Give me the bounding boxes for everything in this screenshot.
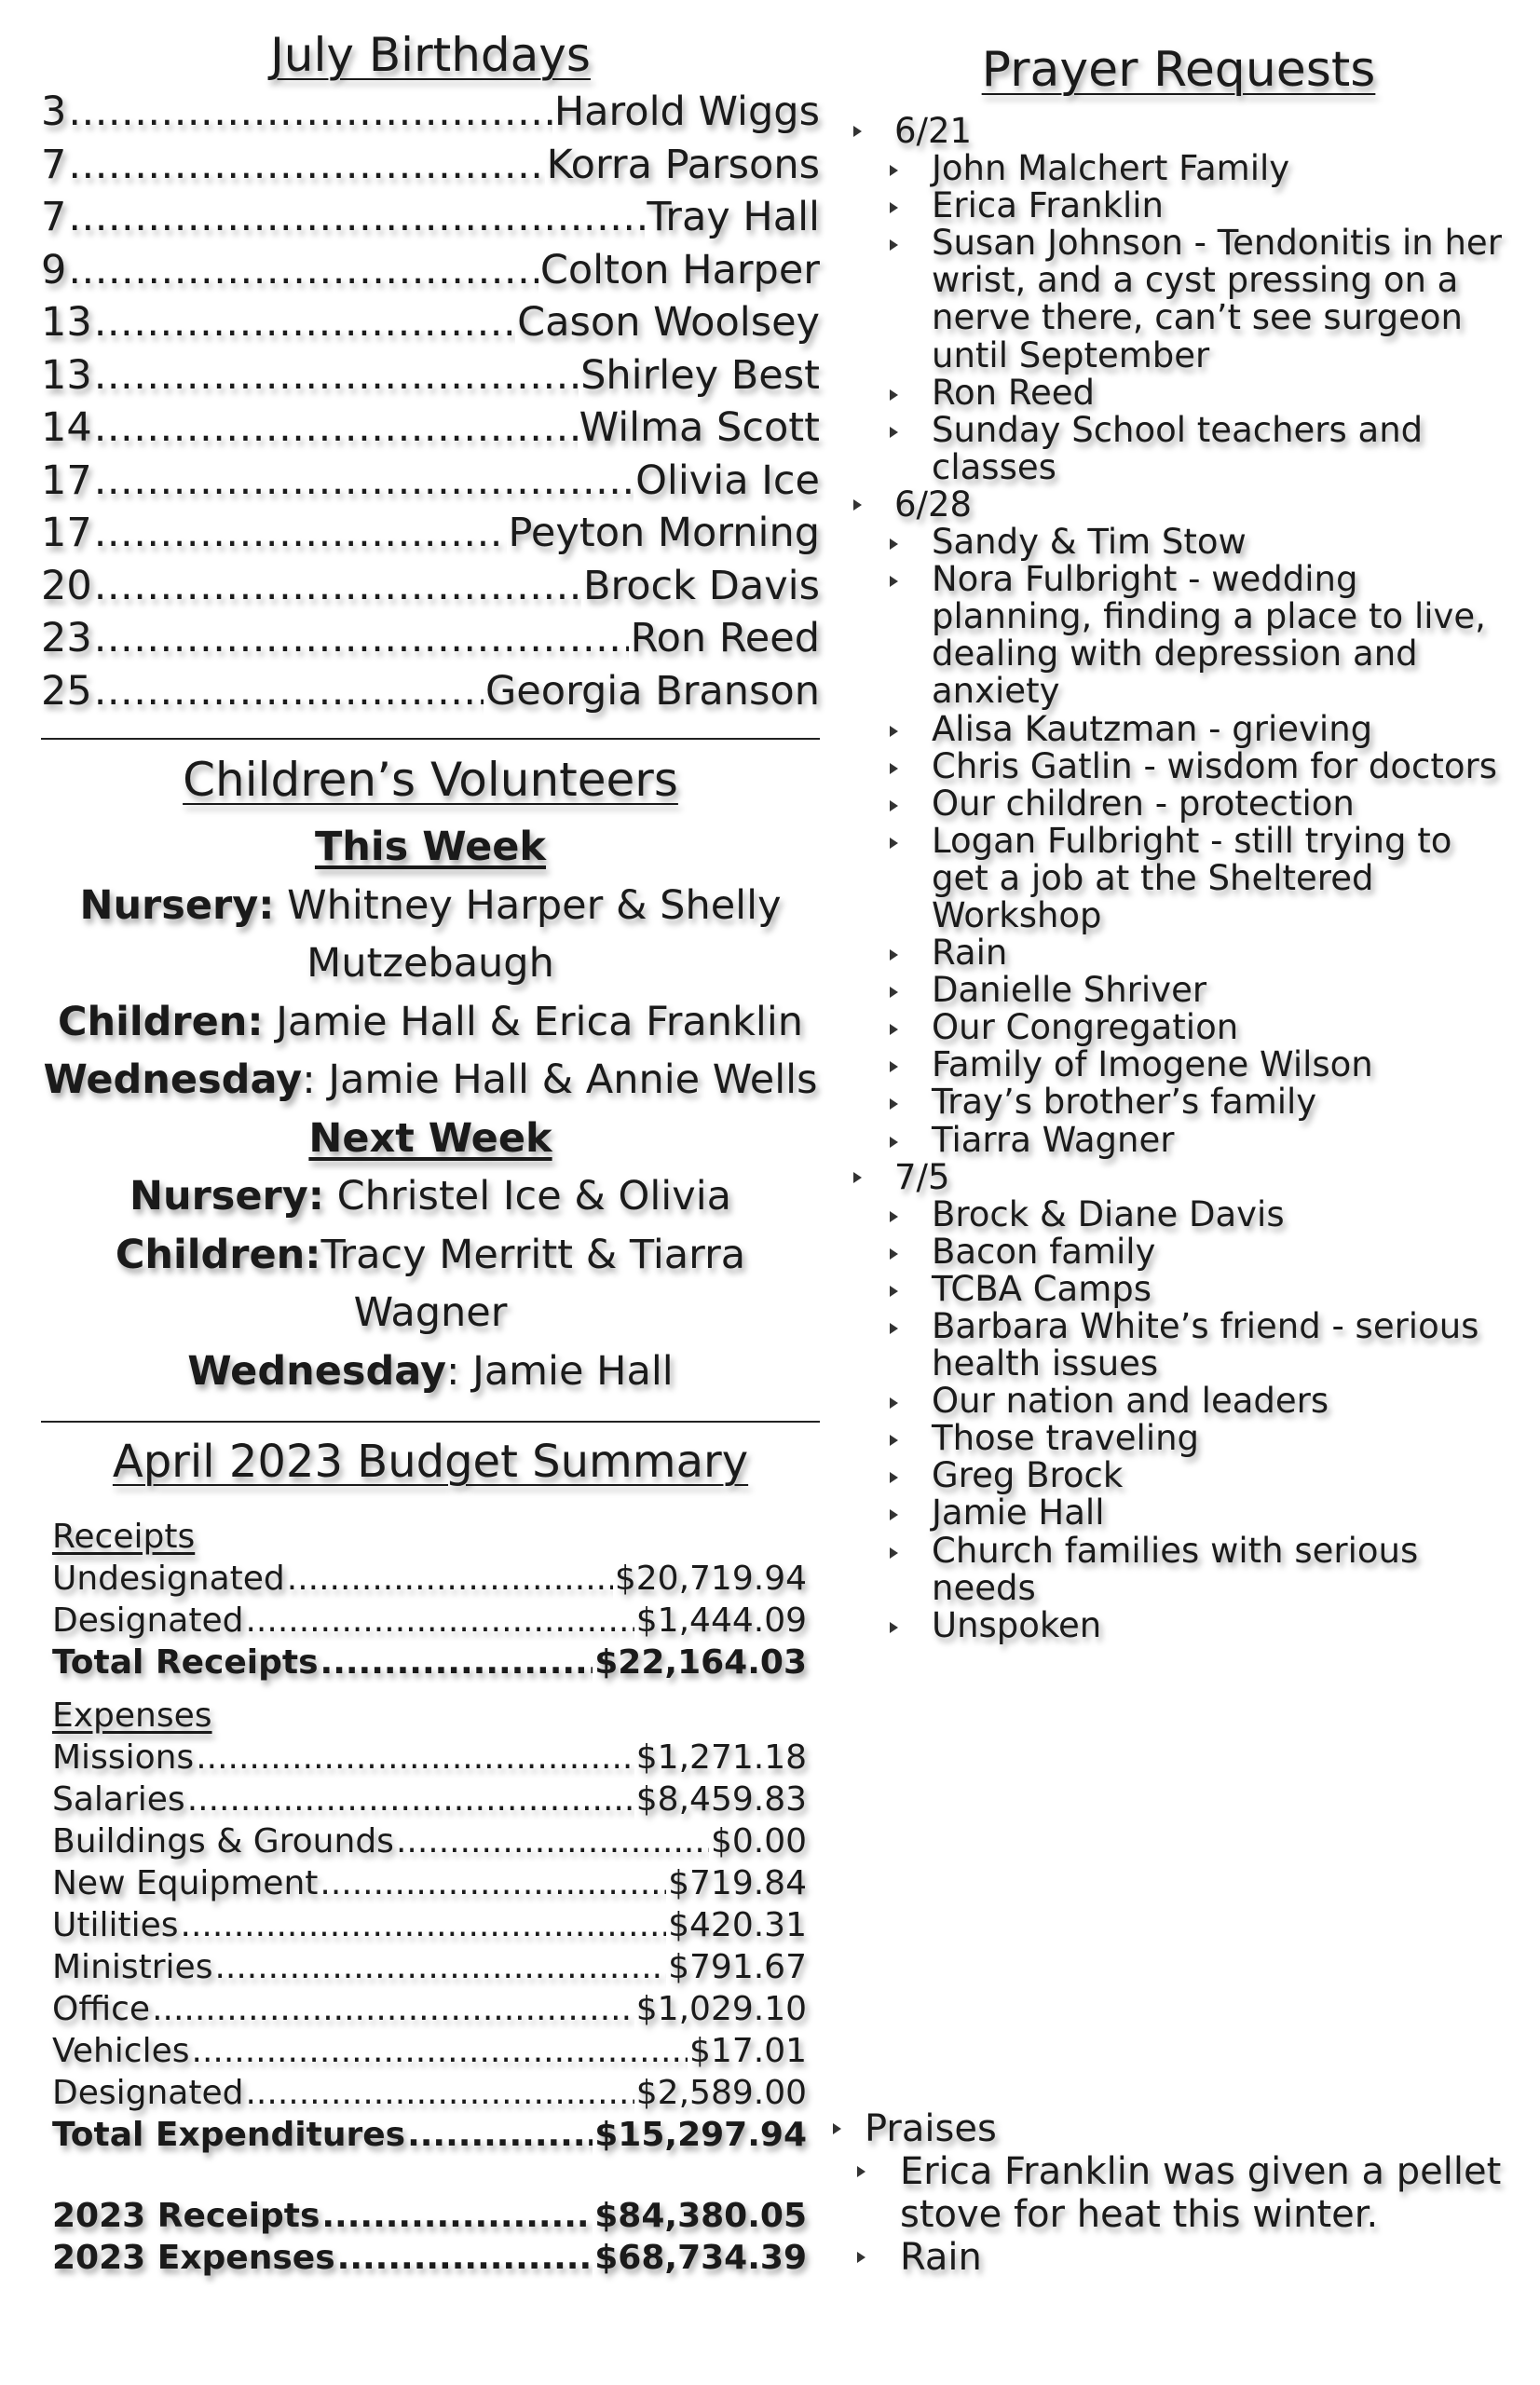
- birthday-list: [41, 86, 820, 717]
- this-week-nursery: [41, 877, 820, 993]
- volunteers-title: Children’s Volunteers: [183, 753, 678, 807]
- list-item: Ron Reed: [838, 375, 1509, 412]
- birthday-name: Ron Reed: [630, 615, 820, 661]
- volunteers-section: [41, 818, 820, 1400]
- birthday-row: [41, 191, 820, 244]
- budget-label: Missions: [52, 1738, 195, 1777]
- budget-amount: $2,589.00: [635, 2074, 807, 2112]
- budget-amount: $1,271.18: [635, 1738, 807, 1777]
- right-column: [838, 42, 1509, 1644]
- list-item: Bacon family: [838, 1233, 1509, 1271]
- list-item: Our nation and leaders: [838, 1383, 1509, 1420]
- wednesday-value: : Jamie Hall: [445, 1347, 674, 1395]
- birthday-day: 14: [41, 404, 92, 451]
- nursery-value: Christel Ice & Olivia: [323, 1173, 732, 1220]
- budget-amount: $719.84: [668, 1864, 807, 1902]
- budget-title: April 2023 Budget Summary: [112, 1436, 749, 1488]
- budget-amount: $1,029.10: [635, 1990, 807, 2028]
- birthday-row: [41, 86, 820, 139]
- list-item: Erica Franklin was given a pellet stove for heat this winter.: [838, 2150, 1509, 2236]
- budget-label: 2023 Receipts: [52, 2197, 320, 2235]
- birthday-row: [41, 507, 820, 560]
- prayer-list: [838, 113, 1509, 1644]
- budget-row: [52, 2072, 807, 2114]
- expenses-heading: Expenses: [52, 1697, 212, 1735]
- list-item: Our children - protection: [838, 785, 1509, 823]
- budget-amount: $1,444.09: [635, 1601, 807, 1640]
- nursery-label: Nursery:: [129, 1173, 324, 1220]
- ytd-receipts-row: [52, 2195, 807, 2237]
- birthday-day: 3: [41, 89, 67, 135]
- budget-label: Designated: [52, 1601, 244, 1640]
- birthday-day: 25: [41, 667, 92, 715]
- birthday-name: Olivia Ice: [635, 457, 820, 504]
- birthday-name: Peyton Morning: [508, 510, 820, 556]
- next-week-children: [41, 1226, 820, 1342]
- budget-amount: $20,719.94: [614, 1560, 807, 1598]
- budget-row: [52, 1946, 807, 1988]
- birthday-day: 17: [41, 510, 92, 556]
- list-item: Logan Fulbright - still trying to get a job at the Sheltered Workshop: [838, 823, 1509, 934]
- birthday-name: Wilma Scott: [579, 404, 820, 451]
- budget-amount: $420.31: [668, 1906, 807, 1944]
- next-week-wednesday: [41, 1342, 820, 1401]
- birthday-day: 13: [41, 299, 92, 346]
- this-week-label: This Week: [314, 824, 547, 870]
- budget-amount: $791.67: [668, 1948, 807, 1986]
- budget-row: [52, 1779, 807, 1820]
- receipts-heading: Receipts: [52, 1518, 196, 1556]
- budget-label: Vehicles: [52, 2032, 190, 2070]
- birthday-name: Korra Parsons: [546, 141, 820, 188]
- wednesday-label: Wednesday: [187, 1347, 446, 1395]
- prayer-group: [838, 150, 1509, 486]
- list-item: Those traveling: [838, 1420, 1509, 1457]
- budget-row: [52, 1862, 807, 1904]
- birthday-name: Brock Davis: [582, 562, 820, 609]
- list-item: Tiarra Wagner: [838, 1122, 1509, 1159]
- budget-label: 2023 Expenses: [52, 2239, 335, 2277]
- birthday-row: [41, 455, 820, 508]
- birthday-row: [41, 296, 820, 349]
- budget-label: New Equipment: [52, 1864, 319, 1902]
- list-item: Nora Fulbright - wedding planning, finding a place to live, dealing with depression and anxiety: [838, 561, 1509, 710]
- birthday-row: [41, 560, 820, 613]
- birthday-name: Cason Woolsey: [517, 299, 820, 346]
- budget-label: Utilities: [52, 1906, 179, 1944]
- birthday-day: 13: [41, 351, 92, 399]
- budget-label: Buildings & Grounds: [52, 1822, 394, 1860]
- birthday-name: Georgia Branson: [484, 667, 820, 715]
- prayer-title: Prayer Requests: [981, 42, 1376, 98]
- budget-label: Ministries: [52, 1948, 213, 1986]
- birthday-name: Colton Harper: [539, 246, 820, 293]
- ytd-expenses-row: [52, 2237, 807, 2279]
- birthday-day: 17: [41, 457, 92, 504]
- budget-label: Total Expenditures: [52, 2116, 406, 2154]
- next-week-nursery: [41, 1167, 820, 1226]
- prayer-group: [838, 1193, 1509, 1645]
- wednesday-label: Wednesday: [43, 1056, 303, 1103]
- list-item: Sunday School teachers and classes: [838, 412, 1509, 486]
- budget-label: Salaries: [52, 1780, 185, 1819]
- budget-row: [52, 1737, 807, 1779]
- list-item: Susan Johnson - Tendonitis in her wrist, and a cyst pressing on a nerve there, can’t see surgeon until September: [838, 225, 1509, 374]
- budget-row: [52, 1600, 807, 1642]
- birthday-name: Shirley Best: [580, 351, 820, 399]
- list-item: Alisa Kautzman - grieving: [838, 711, 1509, 748]
- birthday-day: 7: [41, 141, 67, 188]
- birthday-row: [41, 139, 820, 192]
- next-week-label: Next Week: [308, 1114, 552, 1162]
- budget-amount: $0.00: [710, 1822, 807, 1860]
- budget-label: Undesignated: [52, 1560, 285, 1598]
- children-label: Children:: [115, 1231, 321, 1278]
- budget-summary: [52, 1516, 807, 2279]
- children-label: Children:: [57, 998, 264, 1045]
- section-divider: [41, 738, 820, 740]
- budget-amount: $8,459.83: [635, 1780, 807, 1819]
- birthday-day: 7: [41, 194, 67, 240]
- list-item: Rain: [838, 2236, 1509, 2279]
- total-expenditures-row: [52, 2114, 807, 2156]
- birthday-row: [41, 612, 820, 665]
- list-item: TCBA Camps: [838, 1271, 1509, 1308]
- birthday-row: [41, 402, 820, 455]
- list-item: Erica Franklin: [838, 187, 1509, 225]
- wednesday-value: : Jamie Hall & Annie Wells: [302, 1056, 818, 1103]
- praises-title: Praises: [838, 2107, 1509, 2150]
- budget-amount: $15,297.94: [594, 2116, 807, 2154]
- list-item: Sandy & Tim Stow: [838, 524, 1509, 561]
- prayer-date: 7/5: [838, 1159, 1509, 1196]
- budget-amount: $22,164.03: [594, 1643, 807, 1682]
- list-item: Jamie Hall: [838, 1494, 1509, 1532]
- list-item: Barbara White’s friend - serious health issues: [838, 1308, 1509, 1383]
- birthdays-title: July Birthdays: [270, 28, 591, 82]
- budget-row: [52, 1558, 807, 1600]
- list-item: Rain: [838, 934, 1509, 972]
- list-item: Church families with serious needs: [838, 1533, 1509, 1607]
- prayer-group: [838, 524, 1509, 1159]
- children-value: Tracy Merritt & Tiarra Wagner: [320, 1231, 746, 1336]
- this-week-children: [41, 993, 820, 1052]
- budget-row: [52, 1904, 807, 1946]
- birthday-row: [41, 665, 820, 718]
- nursery-value: Whitney Harper & Shelly Mutzebaugh: [274, 881, 782, 987]
- birthday-day: 9: [41, 246, 67, 293]
- list-item: Chris Gatlin - wisdom for doctors: [838, 748, 1509, 785]
- list-item: John Malchert Family: [838, 150, 1509, 187]
- list-item: Unspoken: [838, 1607, 1509, 1644]
- this-week-wednesday: [41, 1051, 820, 1110]
- birthday-name: Tray Hall: [647, 194, 820, 240]
- children-value: Jamie Hall & Erica Franklin: [263, 998, 804, 1045]
- budget-amount: $17.01: [689, 2032, 807, 2070]
- section-divider: [41, 1421, 820, 1423]
- budget-amount: $84,380.05: [594, 2197, 807, 2235]
- left-column: [41, 28, 820, 2279]
- total-receipts-row: [52, 1642, 807, 1683]
- budget-row: [52, 1820, 807, 1862]
- budget-label: Office: [52, 1990, 151, 2028]
- birthday-day: 20: [41, 562, 92, 609]
- prayer-date: 6/28: [838, 486, 1509, 524]
- budget-row: [52, 1988, 807, 2030]
- budget-row: [52, 2030, 807, 2072]
- list-item: Our Congregation: [838, 1009, 1509, 1046]
- praises-section: [838, 2107, 1509, 2279]
- list-item: Tray’s brother’s family: [838, 1083, 1509, 1121]
- budget-amount: $68,734.39: [594, 2239, 807, 2277]
- budget-label: Designated: [52, 2074, 244, 2112]
- birthday-row: [41, 349, 820, 402]
- birthday-day: 23: [41, 615, 92, 661]
- budget-label: Total Receipts: [52, 1643, 319, 1682]
- list-item: Family of Imogene Wilson: [838, 1046, 1509, 1083]
- list-item: Brock & Diane Davis: [838, 1196, 1509, 1233]
- birthday-row: [41, 244, 820, 297]
- nursery-label: Nursery:: [79, 881, 275, 929]
- prayer-date: 6/21: [838, 113, 1509, 150]
- list-item: Greg Brock: [838, 1457, 1509, 1494]
- list-item: Danielle Shriver: [838, 972, 1509, 1009]
- birthday-name: Harold Wiggs: [553, 89, 820, 135]
